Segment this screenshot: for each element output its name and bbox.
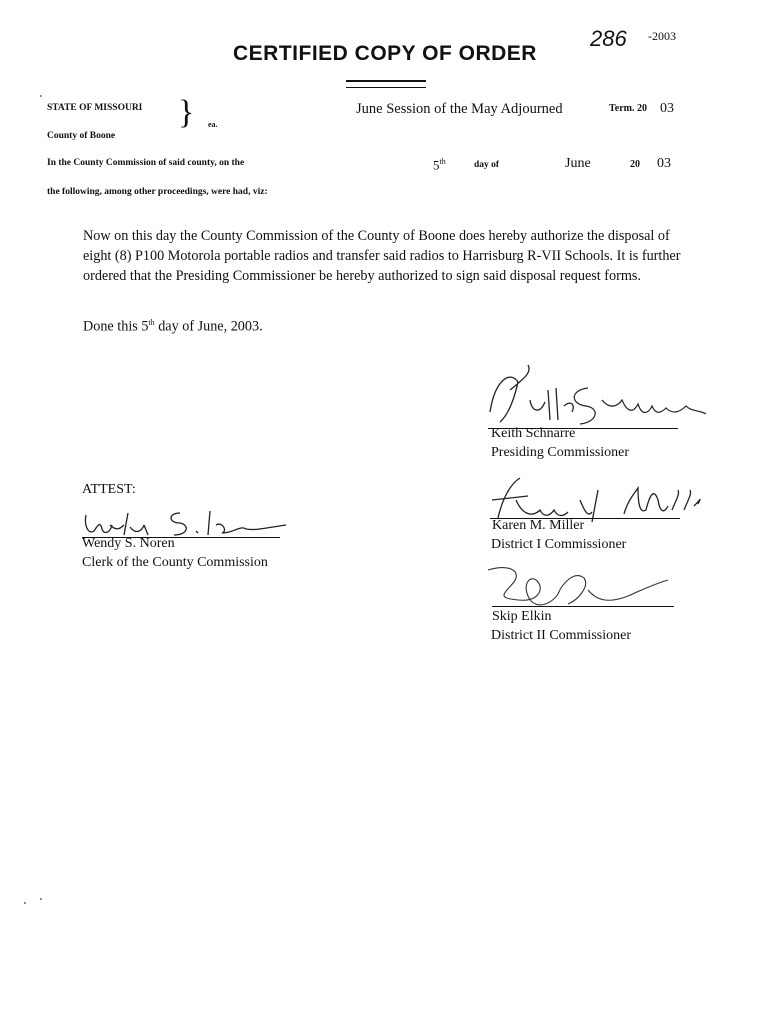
session-text: June Session of the May Adjourned <box>356 101 563 117</box>
commission-line: In the County Commission of said county, on the <box>47 158 245 168</box>
clerk-name: Wendy S. Noren <box>82 536 175 551</box>
presiding-title: Presiding Commissioner <box>491 445 630 460</box>
district2-signature-line <box>492 606 674 607</box>
scan-speck <box>40 898 42 900</box>
scan-speck <box>24 902 26 904</box>
order-paragraph: Now on this day the County Commission of the County of Boone does hereby authorize the disposal of eight (8) P100 Motorola portable radios and transfer said radios to Harrisburg R-VII Schools. It is further ordered that the Presiding Commissioner be hereby authorized to sign said disposal request forms. <box>83 228 681 284</box>
caption-brace-icon: } <box>178 94 195 131</box>
year-text: 03 <box>657 156 671 171</box>
day-of-label: day of <box>474 160 500 170</box>
term-label: Term. 20 <box>609 103 647 114</box>
presiding-name: Keith Schnarre <box>491 426 576 441</box>
done-sup: th <box>148 318 155 327</box>
district2-title: District II Commissioner <box>491 628 631 643</box>
day-number: 5th <box>433 157 446 173</box>
scan-speck <box>40 95 42 97</box>
county-label: County of Boone <box>47 131 116 141</box>
day-suffix: th <box>439 157 446 166</box>
ss-label: ea. <box>208 120 218 129</box>
keith-schnarre-signature <box>470 360 710 430</box>
clerk-title: Clerk of the County Commission <box>82 555 268 570</box>
done-line: Done this 5th day of June, 2003. <box>83 318 263 335</box>
attest-label: ATTEST: <box>82 482 136 497</box>
term-year: 03 <box>660 101 674 116</box>
proceedings-line: the following, among other proceedings, were had, viz: <box>47 187 268 197</box>
month-text: June <box>565 156 591 171</box>
district2-name: Skip Elkin <box>492 609 552 624</box>
district1-title: District I Commissioner <box>491 537 627 552</box>
title-underline <box>346 80 426 88</box>
order-year-suffix: -2003 <box>648 29 676 43</box>
handwritten-order-number: 286 <box>590 26 627 51</box>
district1-name: Karen M. Miller <box>492 518 585 533</box>
year-prefix: 20 <box>630 159 640 170</box>
document-title: CERTIFIED COPY OF ORDER <box>233 42 537 65</box>
state-label: STATE OF MISSOURI <box>47 103 143 113</box>
